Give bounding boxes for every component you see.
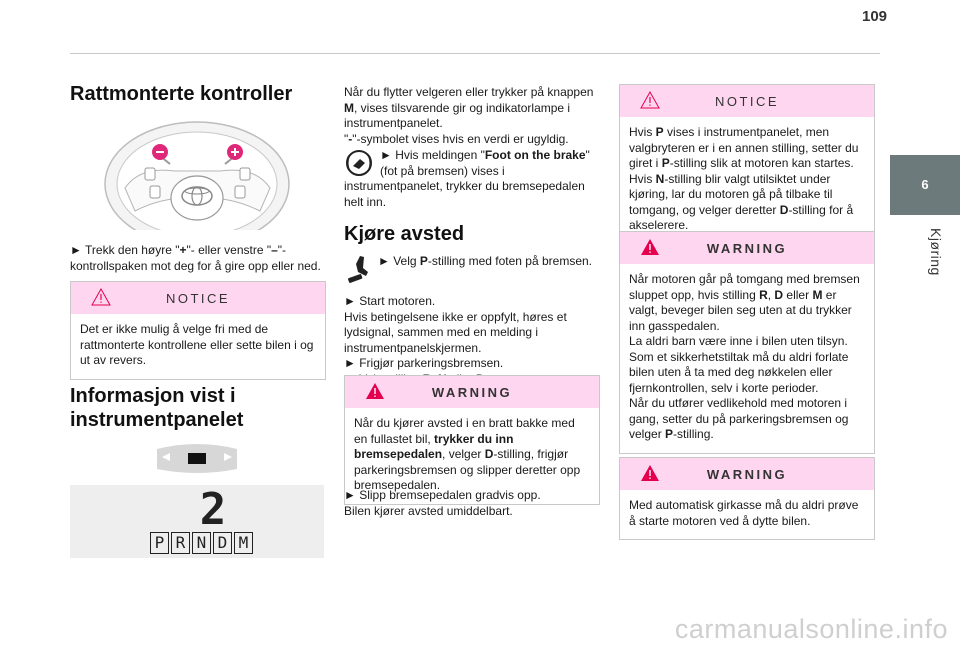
gear-display-illustration bbox=[70, 485, 324, 558]
warning-header bbox=[620, 458, 874, 490]
warning-triangle-icon bbox=[640, 238, 660, 256]
notice-title: NOTICE bbox=[165, 290, 231, 306]
step-release-parking-brake: ► Frigjør parkeringsbremsen. bbox=[344, 356, 504, 370]
warning-triangle-icon bbox=[365, 382, 385, 400]
steering-wheel-illustration bbox=[70, 116, 324, 230]
warning-body: Når motoren går på tomgang med bremsen sluppet opp, hvis stilling R, D eller M er valgt, beveger bilen seg uten at du trykker inn gasspedalen. La aldri barn være inne i bilen uten tilsyn. Som et sikkerhetstiltak må du aldri forlate bilen uten å ta med deg nøkkelen eller fjernkontrollen, selv i korte perioder. Når du utfører vedlikehold med motoren i gang, setter du på parkeringsbremsen og velger P-stilling. bbox=[629, 272, 860, 441]
drive-off-result: Bilen kjører avsted umiddelbart. bbox=[344, 503, 513, 518]
dashboard-icon bbox=[70, 437, 324, 483]
chapter-tab[interactable]: 6 bbox=[890, 155, 960, 215]
gear-letter-d: D bbox=[213, 532, 232, 554]
watermark: carmanualsonline.info bbox=[674, 614, 948, 644]
notice-header bbox=[71, 282, 325, 314]
section-heading-drive-off: Kjøre avsted bbox=[344, 223, 465, 245]
step-start-engine: ► Start motoren. bbox=[344, 294, 436, 308]
warning-title: WARNING bbox=[431, 384, 513, 400]
warning-triangle-icon bbox=[91, 288, 111, 306]
step-select-p: ► Velg P-stilling med foten på bremsen. bbox=[344, 254, 598, 270]
warning-body: Med automatisk girkasse må du aldri prøve å starte motoren ved å dytte bilen. bbox=[629, 498, 859, 528]
foot-pedal-icon bbox=[344, 254, 372, 284]
column-1 bbox=[70, 82, 326, 106]
warning-box-col3-2 bbox=[619, 457, 875, 540]
chapter-label: Kjøring bbox=[928, 228, 944, 276]
heading-instrument-panel-wrap bbox=[70, 384, 326, 432]
warning-body: Når du kjører avsted i en bratt bakke med en fullastet bil, trykker du inn bremsepedalen, velger D-stilling, frigjør parkeringsbremsen og slipper deretter opp bremsepedalen. bbox=[354, 416, 581, 492]
notice-box-col3 bbox=[619, 84, 875, 245]
warning-header bbox=[620, 232, 874, 264]
notice-header bbox=[620, 85, 874, 117]
intro-paragraph: Når du flytter velgeren eller trykker på knappen M, vises tilsvarende gir og indikatorlampe i instrumentpanelet. bbox=[344, 85, 594, 130]
bullet: ► bbox=[70, 243, 82, 257]
warning-title: WARNING bbox=[706, 240, 788, 256]
gear-letter-p: P bbox=[150, 532, 169, 554]
warning-header bbox=[345, 376, 599, 408]
foot-on-brake-paragraph: ► Hvis meldingen "Foot on the brake" (fot på bremsen) vises i instrumentpanelet, trykker du bremsepedalen helt inn. bbox=[344, 148, 590, 209]
step-start-engine-note: Hvis betingelsene ikke er oppfylt, høres et lydsignal, sammen med en melding i instrumentpanelskjermen. bbox=[344, 309, 567, 355]
section-heading-steering-controls: Rattmonterte kontroller bbox=[70, 83, 293, 105]
gear-letter-r: R bbox=[171, 532, 190, 554]
paddle-instruction: ► Trekk den høyre "+"- eller venstre "–"-kontrollspaken mot deg for å gire opp eller ned. bbox=[70, 243, 321, 273]
warning-box-col2 bbox=[344, 375, 600, 505]
header-divider bbox=[70, 53, 880, 54]
instrument-panel-icon-illustration bbox=[70, 437, 324, 483]
notice-body: Hvis P vises i instrumentpanelet, men valgbryteren er i en annen stilling, setter du giret i P-stilling slik at motoren kan startes. Hvis N-stilling blir valgt utilsiktet under kjøring, lar du motoren gå på tilbake til tomgang, og velger deretter D-stilling for å akselerere. bbox=[629, 125, 859, 232]
gear-letter-n: N bbox=[192, 532, 211, 554]
current-gear-digit: 2 bbox=[199, 484, 227, 535]
warning-box-col3-1 bbox=[619, 231, 875, 454]
gear-letters bbox=[150, 532, 253, 554]
invalid-value-paragraph: "-"-symbolet vises hvis en verdi er ugyldig. bbox=[344, 131, 569, 146]
page-number: 109 bbox=[862, 8, 888, 25]
notice-body: Det er ikke mulig å velge fri med de rattmonterte kontrollene eller sette bilen i og ut av revers. bbox=[80, 322, 314, 367]
gear-letter-m: M bbox=[234, 532, 253, 554]
notice-box-1 bbox=[70, 281, 326, 380]
column-2 bbox=[344, 85, 598, 387]
notice-title: NOTICE bbox=[714, 93, 780, 109]
section-heading-instrument-panel: Informasjon vist i instrumentpanelet bbox=[70, 385, 244, 431]
warning-title: WARNING bbox=[706, 466, 788, 482]
step-release-brake-pedal: ► Slipp bremsepedalen gradvis opp. bbox=[344, 488, 541, 502]
warning-triangle-icon bbox=[640, 464, 660, 482]
steering-wheel-icon bbox=[70, 116, 324, 230]
final-steps bbox=[344, 488, 598, 519]
foot-on-brake-icon bbox=[344, 148, 374, 178]
warning-triangle-icon bbox=[640, 91, 660, 109]
